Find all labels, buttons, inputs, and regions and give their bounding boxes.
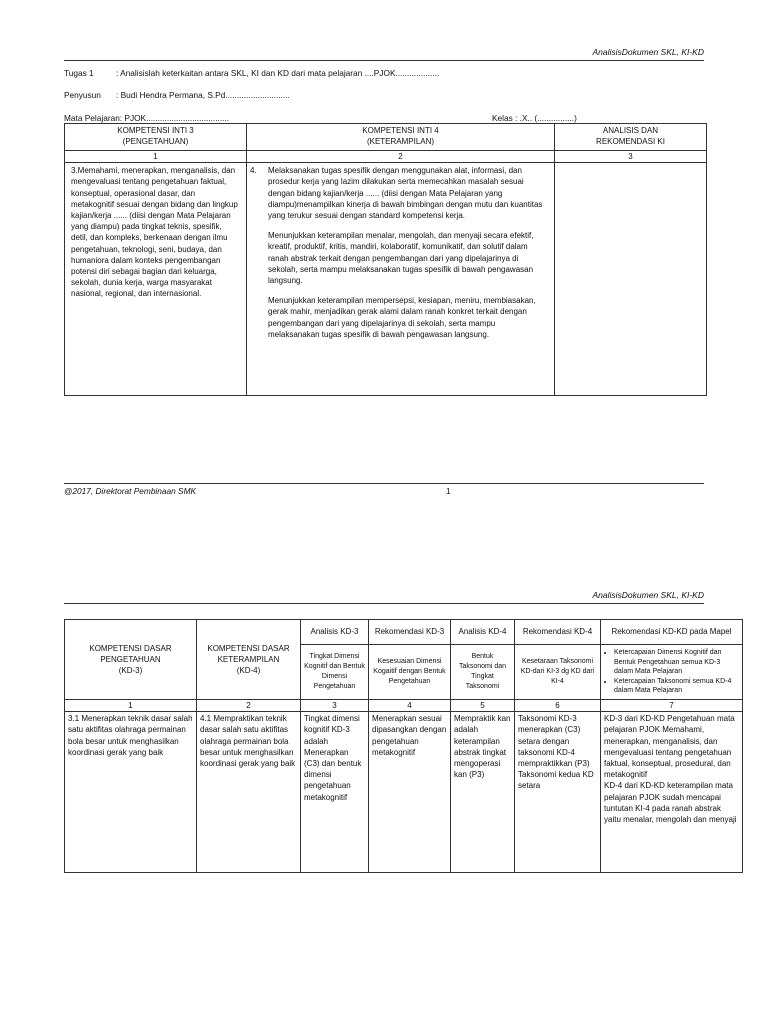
ki4-content [247,163,555,396]
analisis-kd3-header: Analisis KD-3 [301,620,369,645]
analisis-header-sub: REKOMENDASI KI [596,137,665,147]
col-number-3: 3 [555,151,707,163]
ki4-paragraph-2: Menunjukkan keterampilan menalar, mengolah, dan menyaji secara efektif, kreatif, produktif, kritis, mandiri, kolaboratif, komunikatif, dan solutif dalam ranah abstrak terkait dengan pengembangan dari yang dipelajarinya di sekolah, serta mampu melaksanakan tugas spesifik di bawah pengawasan langsung. [268,231,534,286]
kd-table-number-row [65,700,743,712]
kd-table-header-row [65,620,743,645]
ki4-paragraph-3: Menunjukkan keterampilan mempersepsi, kesiapan, meniru, membiasakan, gerak mahir, menjadikan gerak alami dalam ranah konkret terkait dengan pengembangan dari yang dipelajarinya di sekolah, serta mampu melaksanakan tugas spesifik di bawah pengawasan langsung. [268,296,536,339]
ki4-header-sub: (KETERAMPILAN) [366,137,435,147]
ki-table-number-row [65,151,707,163]
ki3-header-sub: (PENGETAHUAN) [122,137,189,147]
ki4-header-title: KOMPETENSI INTI 4 [362,126,439,135]
rekomendasi-mapel-header: Rekomendasi KD-KD pada Mapel [601,620,743,645]
kd3-header [65,620,197,700]
rekomendasi-bullet-2: • Ketercapaian Taksonomi semua KD-4 dalam Mata Pelajaran [614,677,739,696]
page2-header-rule [64,603,704,604]
kd-col-number-5: 5 [451,700,515,712]
rekomendasi-kd4-text-1: Taksonomi KD-3 menerapkan (C3) setara dengan taksonomi KD-4 mempraktikkan (P3) [518,714,590,769]
page1-page-number: 1 [446,486,451,496]
tugas-value: : Analisislah keterkaitan antara SKL, KI dan KD dari mata pelajaran ....PJOK................... [116,68,440,78]
rekomendasi-bullet-1: • Ketercapaian Dimensi Kognitif dan Bentuk Pengetahuan semua KD-3 dalam Mata Pelajaran [614,648,739,677]
kd-col-number-4: 4 [369,700,451,712]
penyusun-value: : Budi Hendra Permana, S.Pd............................ [116,90,290,100]
kd-table-content-row [65,712,743,873]
analisis-header [555,124,707,151]
page2-header-title: AnalisisDokumen SKL, KI-KD [592,590,704,600]
ki-table-content-row [65,163,707,396]
rekomendasi-mapel-content [601,712,743,873]
page1-footer-text: @2017, Direktorat Pembinaan SMK [64,486,197,496]
kd4-header-title: KOMPETENSI DASAR KETERAMPILAN [207,643,290,664]
kd3-content: 3.1 Menerapkan teknik dasar salah satu aktifitas olahraga permainan bola besar untuk menghasilkan koordinasi gerak yang baik [65,712,197,873]
page1-header-rule [64,60,704,61]
kd-col-number-1: 1 [65,700,197,712]
analisis-kd4-content: Mempraktik kan adalah keterampilan abstrak tingkat mengoperasi kan (P3) [451,712,515,873]
kd-col-number-2: 2 [197,700,301,712]
rekomendasi-kd4-subheader: Kesetaraan Taksonomi KD-dari KI-3 dg KD dari KI-4 [515,645,601,700]
col-number-2: 2 [247,151,555,163]
kd-col-number-3: 3 [301,700,369,712]
rekomendasi-kd4-text-2: Taksonomi kedua KD setara [518,770,594,791]
kd3-header-sub: (KD-3) [118,666,143,676]
page1-footer-rule [64,483,704,484]
rekomendasi-mapel-text-2: KD-4 dari KD-KD keterampilan mata pelajaran PJOK sudah mencapai tuntutan KI-4 pada ranah abstrak yaitu menalar, mengolah dan menyaji [604,781,737,825]
rekomendasi-kd4-header: Rekomendasi KD-4 [515,620,601,645]
page1-header-title: AnalisisDokumen SKL, KI-KD [592,47,704,57]
analisis-kd3-content: Tingkat dimensi kognitif KD-3 adalah Menerapkan (C3) dan bentuk dimensi pengetahuan metakognitif [301,712,369,873]
col-number-1: 1 [65,151,247,163]
ki3-header-title: KOMPETENSI INTI 3 [117,126,194,135]
kd-col-number-7: 7 [601,700,743,712]
rekomendasi-mapel-subheader [601,645,743,700]
kd3-header-title: KOMPETENSI DASAR PENGETAHUAN [89,643,172,664]
ki3-content: 3.Memahami, menerapkan, menganalisis, dan mengevaluasi tentang pengetahuan faktual, konseptual, operasional dasar, dan metakognitif sesuai dengan bidang dan lingkup kajian/kerja ...... (diisi dengan Mata Pelajaran yang diampu) pada tingkat teknis, spesifik, detil, dan kompleks, berkenaan dengan ilmu pengetahuan, teknologi, seni, budaya, dan humaniora dalam konteks pengembangan potensi diri sebagai bagian dari keluarga, sekolah, dunia kerja, warga masyarakat nasional, regional, dan internasional. [65,163,247,396]
rekomendasi-kd4-content [515,712,601,873]
kd-table [64,619,743,873]
ki3-header [65,124,247,151]
kd4-header-sub: (KD-4) [236,666,261,676]
kelas-label: Kelas : .X.. (................) [492,113,577,123]
rekomendasi-kd3-content: Menerapkan sesuai dipasangkan dengan pengetahuan metakognitif [369,712,451,873]
rekomendasi-kd3-header: Rekomendasi KD-3 [369,620,451,645]
rekomendasi-mapel-text-1: KD-3 dari KD-KD Pengetahuan mata pelajaran PJOK Memahami, menerapkan, menganalisis, dan mengevaluasi tentang pengetahuan faktual, konseptual, prosedural, dan metakognitif [604,714,735,780]
ki4-paragraph-1: Melaksanakan tugas spesifik dengan menggunakan alat, informasi, dan prosedur kerja yang lazim dilakukan serta memecahkan masalah sesuai dengan bidang kajian/kerja ...... (diisi dengan Mata Pelajaran yang diampu)menampilkan kinerja di bawah bimbingan dengan mutu dan kuantitas yang terukur sesuai dengan standard kompetensi kerja. [268,166,543,221]
tugas-label: Tugas 1 [64,68,94,78]
ki4-header [247,124,555,151]
rekomendasi-kd3-subheader: Kesesuaian Dimensi Kogaitif dengan Bentuk Pengetahuan [369,645,451,700]
ki-table-header-row [65,124,707,151]
analisis-content [555,163,707,396]
analisis-kd3-subheader: Tingkat Dimensi Kognitif dan Bentuk Dimensi Pengetahuan [301,645,369,700]
penyusun-label: Penyusun [64,90,101,100]
kd-col-number-6: 6 [515,700,601,712]
mapel-label: Mata Pelajaran: PJOK.................................... [64,113,230,123]
kd4-header [197,620,301,700]
ki-table [64,123,707,396]
analisis-header-title: ANALISIS DAN [602,126,659,135]
kd4-content: 4.1 Mempraktikan teknik dasar salah satu aktifitas olahraga permainan bola besar untuk menghasilkan koordinasi gerak yang baik [197,712,301,873]
analisis-kd4-subheader: Bentuk Taksonomi dan Tingkat Taksonomi [451,645,515,700]
analisis-kd4-header: Analisis KD-4 [451,620,515,645]
ki4-number: 4. [250,166,257,176]
